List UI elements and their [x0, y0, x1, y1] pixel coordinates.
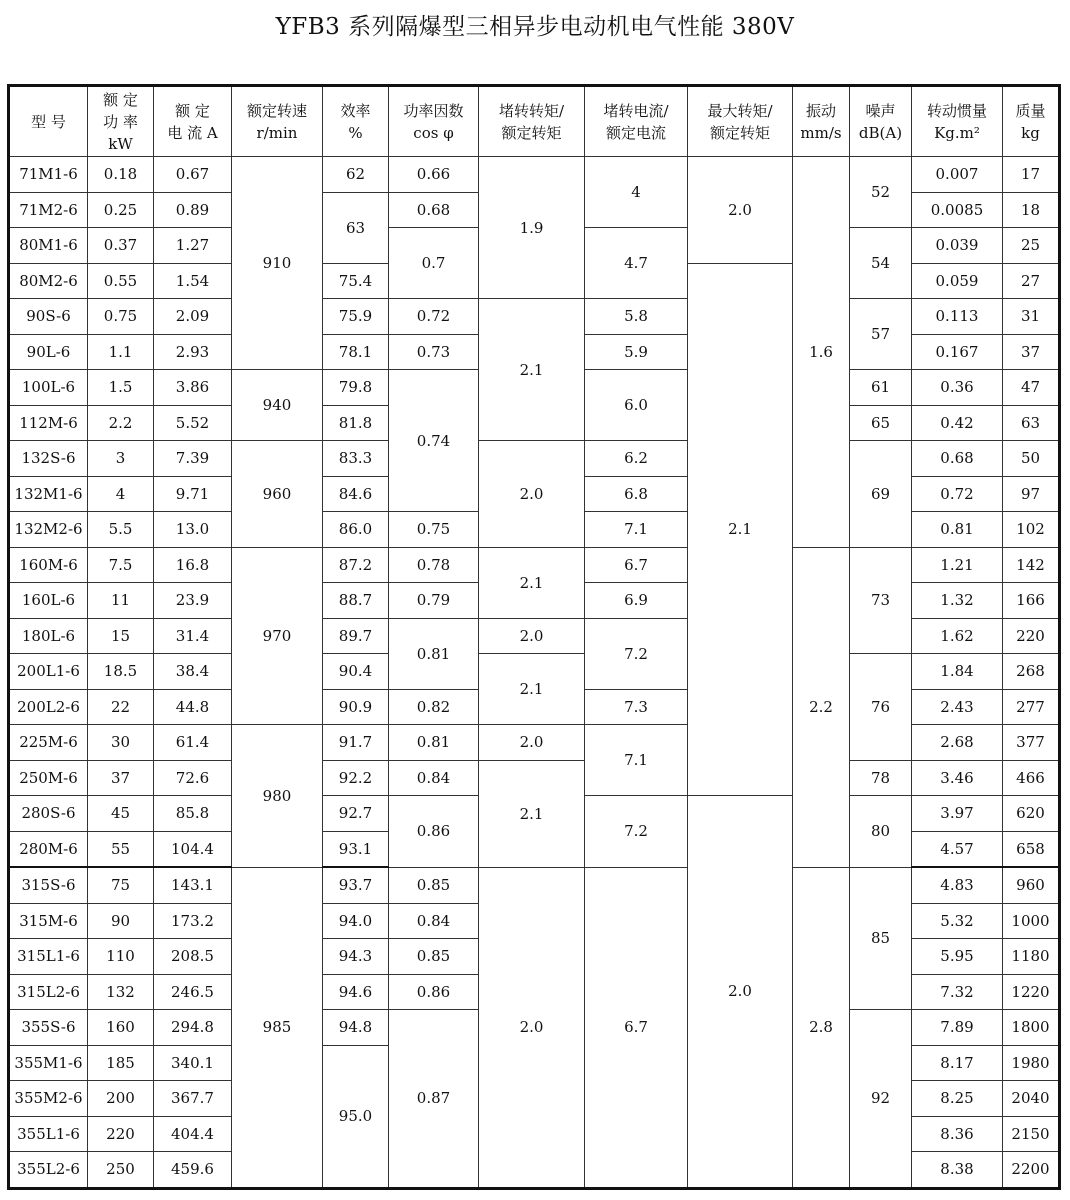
cell-model: 100L-6 — [9, 370, 88, 406]
cell-efficiency: 92.7 — [323, 796, 389, 832]
cell-max-torque-ratio: 2.0 — [688, 157, 793, 264]
cell-power-kw: 7.5 — [88, 547, 154, 583]
cell-current-a: 1.27 — [154, 228, 232, 264]
table-row — [9, 441, 1060, 477]
cell-efficiency: 94.3 — [323, 939, 389, 975]
cell-power-factor: 0.86 — [389, 974, 479, 1010]
cell-efficiency: 94.6 — [323, 974, 389, 1010]
cell-inertia: 2.43 — [912, 689, 1003, 725]
cell-inertia: 0.36 — [912, 370, 1003, 406]
cell-power-factor: 0.68 — [389, 192, 479, 228]
cell-power-kw: 15 — [88, 618, 154, 654]
cell-power-kw: 3 — [88, 441, 154, 477]
header-line: 额 定 — [175, 101, 210, 120]
cell-model: 132M1-6 — [9, 476, 88, 512]
header-line: 额定转矩 — [709, 123, 770, 142]
cell-inertia: 8.38 — [912, 1152, 1003, 1189]
cell-current-a: 85.8 — [154, 796, 232, 832]
cell-power-kw: 0.25 — [88, 192, 154, 228]
cell-current-a: 404.4 — [154, 1116, 232, 1152]
cell-current-a: 0.67 — [154, 157, 232, 193]
header-efficiency — [323, 86, 389, 157]
cell-locked-torque-ratio: 1.9 — [479, 157, 585, 299]
header-line: 堵转电流/ — [603, 101, 669, 120]
cell-noise: 61 — [850, 370, 912, 406]
cell-locked-current-ratio: 5.9 — [585, 334, 688, 370]
page-title: YFB3 系列隔爆型三相异步电动机电气性能 380V — [275, 14, 795, 40]
cell-inertia: 4.57 — [912, 831, 1003, 867]
cell-power-factor: 0.72 — [389, 299, 479, 335]
cell-locked-current-ratio: 4 — [585, 157, 688, 228]
cell-current-a: 294.8 — [154, 1010, 232, 1046]
cell-mass: 2200 — [1003, 1152, 1060, 1189]
cell-power-factor: 0.85 — [389, 867, 479, 903]
header-line: Kg.m² — [934, 123, 980, 142]
cell-power-kw: 2.2 — [88, 405, 154, 441]
header-line: 额 定 — [103, 90, 138, 109]
cell-power-factor: 0.81 — [389, 618, 479, 689]
table-row — [9, 867, 1060, 903]
header-line: % — [348, 123, 363, 142]
table-body — [9, 157, 1060, 1189]
cell-model: 71M2-6 — [9, 192, 88, 228]
header-line: 堵转转矩/ — [498, 101, 565, 120]
cell-power-factor: 0.87 — [389, 1010, 479, 1189]
header-line: 型 号 — [31, 112, 66, 131]
cell-model: 355S-6 — [9, 1010, 88, 1046]
table-row — [9, 547, 1060, 583]
header-line: kW — [108, 134, 133, 153]
cell-inertia: 5.32 — [912, 903, 1003, 939]
cell-locked-torque-ratio: 2.0 — [479, 867, 585, 1188]
cell-efficiency: 87.2 — [323, 547, 389, 583]
cell-efficiency: 62 — [323, 157, 389, 193]
cell-locked-current-ratio: 6.9 — [585, 583, 688, 619]
table-row — [9, 299, 1060, 335]
motor-performance-table — [7, 84, 1061, 1190]
header-line: 功率因数 — [403, 101, 464, 120]
header-line: cos φ — [413, 123, 454, 142]
cell-power-kw: 110 — [88, 939, 154, 975]
cell-model: 200L2-6 — [9, 689, 88, 725]
cell-locked-current-ratio: 7.1 — [585, 725, 688, 796]
cell-mass: 377 — [1003, 725, 1060, 761]
cell-efficiency: 78.1 — [323, 334, 389, 370]
header-vibration — [793, 86, 850, 157]
cell-power-factor: 0.85 — [389, 939, 479, 975]
cell-efficiency: 94.0 — [323, 903, 389, 939]
cell-power-factor: 0.66 — [389, 157, 479, 193]
header-line: 额定转速 — [246, 101, 307, 120]
cell-model: 280S-6 — [9, 796, 88, 832]
cell-noise: 80 — [850, 796, 912, 868]
header-power-kw — [88, 86, 154, 157]
table-row — [9, 157, 1060, 193]
header-line: 电 流 A — [167, 123, 218, 142]
header-row — [9, 86, 1060, 157]
cell-locked-torque-ratio: 2.1 — [479, 760, 585, 867]
cell-mass: 220 — [1003, 618, 1060, 654]
cell-efficiency: 79.8 — [323, 370, 389, 406]
cell-locked-current-ratio: 6.8 — [585, 476, 688, 512]
cell-locked-torque-ratio: 2.1 — [479, 547, 585, 618]
cell-model: 355M2-6 — [9, 1081, 88, 1117]
header-max-torque-ratio — [688, 86, 793, 157]
cell-model: 132S-6 — [9, 441, 88, 477]
cell-power-kw: 55 — [88, 831, 154, 867]
cell-power-factor: 0.75 — [389, 512, 479, 548]
cell-max-torque-ratio: 2.0 — [688, 796, 793, 1189]
cell-inertia: 1.84 — [912, 654, 1003, 690]
cell-model: 71M1-6 — [9, 157, 88, 193]
cell-vibration: 2.8 — [793, 867, 850, 1188]
cell-current-a: 2.93 — [154, 334, 232, 370]
cell-current-a: 2.09 — [154, 299, 232, 335]
cell-locked-torque-ratio: 2.0 — [479, 725, 585, 761]
cell-inertia: 1.21 — [912, 547, 1003, 583]
cell-locked-current-ratio: 7.3 — [585, 689, 688, 725]
header-line: 振动 — [805, 101, 836, 120]
cell-inertia: 4.83 — [912, 867, 1003, 903]
header-line: 效率 — [340, 101, 371, 120]
cell-speed-rpm: 985 — [232, 867, 323, 1188]
cell-efficiency: 93.1 — [323, 831, 389, 867]
cell-power-kw: 132 — [88, 974, 154, 1010]
cell-locked-torque-ratio: 2.0 — [479, 441, 585, 548]
cell-power-kw: 30 — [88, 725, 154, 761]
cell-locked-current-ratio: 6.0 — [585, 370, 688, 441]
cell-current-a: 367.7 — [154, 1081, 232, 1117]
cell-noise: 76 — [850, 654, 912, 761]
cell-model: 355L1-6 — [9, 1116, 88, 1152]
cell-mass: 960 — [1003, 867, 1060, 903]
header-locked-current-ratio — [585, 86, 688, 157]
cell-locked-torque-ratio: 2.1 — [479, 654, 585, 725]
cell-mass: 658 — [1003, 831, 1060, 867]
cell-efficiency: 88.7 — [323, 583, 389, 619]
cell-noise: 92 — [850, 1010, 912, 1189]
cell-inertia: 7.89 — [912, 1010, 1003, 1046]
cell-inertia: 8.25 — [912, 1081, 1003, 1117]
cell-inertia: 0.72 — [912, 476, 1003, 512]
cell-model: 315L1-6 — [9, 939, 88, 975]
cell-power-kw: 37 — [88, 760, 154, 796]
cell-mass: 466 — [1003, 760, 1060, 796]
cell-locked-current-ratio: 4.7 — [585, 228, 688, 299]
cell-efficiency: 75.9 — [323, 299, 389, 335]
cell-power-factor: 0.82 — [389, 689, 479, 725]
header-line: dB(A) — [858, 123, 903, 142]
cell-inertia: 7.32 — [912, 974, 1003, 1010]
cell-noise: 73 — [850, 547, 912, 654]
cell-power-factor: 0.73 — [389, 334, 479, 370]
cell-inertia: 0.0085 — [912, 192, 1003, 228]
cell-model: 315S-6 — [9, 867, 88, 903]
cell-power-factor: 0.84 — [389, 760, 479, 796]
cell-power-factor: 0.81 — [389, 725, 479, 761]
cell-efficiency: 90.9 — [323, 689, 389, 725]
cell-mass: 17 — [1003, 157, 1060, 193]
cell-current-a: 44.8 — [154, 689, 232, 725]
cell-current-a: 13.0 — [154, 512, 232, 548]
cell-current-a: 459.6 — [154, 1152, 232, 1189]
header-current-a — [154, 86, 232, 157]
cell-current-a: 31.4 — [154, 618, 232, 654]
cell-power-kw: 5.5 — [88, 512, 154, 548]
table-row — [9, 654, 1060, 690]
cell-current-a: 5.52 — [154, 405, 232, 441]
cell-efficiency: 90.4 — [323, 654, 389, 690]
cell-power-factor: 0.84 — [389, 903, 479, 939]
cell-mass: 1180 — [1003, 939, 1060, 975]
cell-mass: 1980 — [1003, 1045, 1060, 1081]
cell-speed-rpm: 960 — [232, 441, 323, 548]
cell-model: 80M1-6 — [9, 228, 88, 264]
cell-current-a: 340.1 — [154, 1045, 232, 1081]
cell-mass: 31 — [1003, 299, 1060, 335]
cell-efficiency: 91.7 — [323, 725, 389, 761]
cell-efficiency: 93.7 — [323, 867, 389, 903]
cell-mass: 1800 — [1003, 1010, 1060, 1046]
cell-locked-torque-ratio: 2.0 — [479, 618, 585, 654]
cell-current-a: 9.71 — [154, 476, 232, 512]
cell-current-a: 61.4 — [154, 725, 232, 761]
cell-current-a: 7.39 — [154, 441, 232, 477]
cell-power-kw: 200 — [88, 1081, 154, 1117]
cell-speed-rpm: 970 — [232, 547, 323, 725]
cell-power-factor: 0.74 — [389, 370, 479, 512]
cell-speed-rpm: 980 — [232, 725, 323, 868]
header-line: 噪声 — [865, 101, 896, 120]
cell-power-kw: 0.37 — [88, 228, 154, 264]
cell-power-kw: 0.55 — [88, 263, 154, 299]
cell-noise: 52 — [850, 157, 912, 228]
cell-power-kw: 0.75 — [88, 299, 154, 335]
cell-locked-current-ratio: 6.2 — [585, 441, 688, 477]
cell-inertia: 8.36 — [912, 1116, 1003, 1152]
cell-mass: 277 — [1003, 689, 1060, 725]
cell-mass: 27 — [1003, 263, 1060, 299]
cell-power-kw: 0.18 — [88, 157, 154, 193]
cell-mass: 1000 — [1003, 903, 1060, 939]
header-speed-rpm — [232, 86, 323, 157]
cell-power-kw: 45 — [88, 796, 154, 832]
cell-mass: 18 — [1003, 192, 1060, 228]
cell-mass: 47 — [1003, 370, 1060, 406]
cell-model: 90S-6 — [9, 299, 88, 335]
cell-efficiency: 63 — [323, 192, 389, 263]
cell-efficiency: 94.8 — [323, 1010, 389, 1046]
cell-current-a: 208.5 — [154, 939, 232, 975]
cell-noise: 69 — [850, 441, 912, 548]
cell-power-kw: 250 — [88, 1152, 154, 1189]
cell-speed-rpm: 910 — [232, 157, 323, 370]
cell-locked-current-ratio: 5.8 — [585, 299, 688, 335]
cell-power-kw: 90 — [88, 903, 154, 939]
cell-power-factor: 0.7 — [389, 228, 479, 299]
cell-inertia: 3.46 — [912, 760, 1003, 796]
cell-inertia: 0.42 — [912, 405, 1003, 441]
cell-mass: 1220 — [1003, 974, 1060, 1010]
header-line: r/min — [256, 123, 298, 142]
cell-power-kw: 4 — [88, 476, 154, 512]
cell-mass: 63 — [1003, 405, 1060, 441]
cell-model: 315L2-6 — [9, 974, 88, 1010]
cell-model: 112M-6 — [9, 405, 88, 441]
cell-mass: 166 — [1003, 583, 1060, 619]
cell-efficiency: 83.3 — [323, 441, 389, 477]
cell-mass: 620 — [1003, 796, 1060, 832]
cell-efficiency: 84.6 — [323, 476, 389, 512]
cell-inertia: 2.68 — [912, 725, 1003, 761]
cell-vibration: 1.6 — [793, 157, 850, 548]
cell-inertia: 5.95 — [912, 939, 1003, 975]
cell-inertia: 0.039 — [912, 228, 1003, 264]
cell-inertia: 1.32 — [912, 583, 1003, 619]
header-line: 功 率 — [103, 112, 138, 131]
cell-mass: 25 — [1003, 228, 1060, 264]
cell-mass: 2150 — [1003, 1116, 1060, 1152]
cell-mass: 268 — [1003, 654, 1060, 690]
cell-current-a: 104.4 — [154, 831, 232, 867]
cell-locked-current-ratio: 6.7 — [585, 547, 688, 583]
cell-model: 160M-6 — [9, 547, 88, 583]
header-noise — [850, 86, 912, 157]
cell-noise: 85 — [850, 867, 912, 1010]
cell-efficiency: 75.4 — [323, 263, 389, 299]
cell-locked-torque-ratio: 2.1 — [479, 299, 585, 441]
cell-inertia: 0.113 — [912, 299, 1003, 335]
header-inertia — [912, 86, 1003, 157]
cell-model: 160L-6 — [9, 583, 88, 619]
header-line: mm/s — [800, 123, 842, 142]
cell-efficiency: 95.0 — [323, 1045, 389, 1188]
cell-efficiency: 89.7 — [323, 618, 389, 654]
cell-current-a: 38.4 — [154, 654, 232, 690]
header-line: kg — [1021, 123, 1040, 142]
header-line: 转动惯量 — [926, 101, 987, 120]
cell-current-a: 16.8 — [154, 547, 232, 583]
cell-mass: 142 — [1003, 547, 1060, 583]
cell-noise: 78 — [850, 760, 912, 796]
cell-current-a: 246.5 — [154, 974, 232, 1010]
cell-current-a: 1.54 — [154, 263, 232, 299]
cell-efficiency: 86.0 — [323, 512, 389, 548]
cell-speed-rpm: 940 — [232, 370, 323, 441]
header-power-factor — [389, 86, 479, 157]
cell-model: 355M1-6 — [9, 1045, 88, 1081]
cell-model: 355L2-6 — [9, 1152, 88, 1189]
cell-power-factor: 0.79 — [389, 583, 479, 619]
cell-model: 200L1-6 — [9, 654, 88, 690]
cell-inertia: 3.97 — [912, 796, 1003, 832]
cell-efficiency: 81.8 — [323, 405, 389, 441]
header-mass — [1003, 86, 1060, 157]
cell-power-kw: 1.5 — [88, 370, 154, 406]
cell-power-kw: 160 — [88, 1010, 154, 1046]
cell-current-a: 3.86 — [154, 370, 232, 406]
header-line: 额定电流 — [605, 123, 666, 142]
table-row — [9, 760, 1060, 796]
cell-current-a: 72.6 — [154, 760, 232, 796]
cell-inertia: 0.007 — [912, 157, 1003, 193]
cell-power-kw: 185 — [88, 1045, 154, 1081]
cell-current-a: 143.1 — [154, 867, 232, 903]
header-line: 质量 — [1015, 101, 1046, 120]
cell-model: 225M-6 — [9, 725, 88, 761]
cell-mass: 50 — [1003, 441, 1060, 477]
cell-mass: 37 — [1003, 334, 1060, 370]
cell-power-factor: 0.78 — [389, 547, 479, 583]
cell-mass: 102 — [1003, 512, 1060, 548]
cell-mass: 97 — [1003, 476, 1060, 512]
cell-noise: 65 — [850, 405, 912, 441]
cell-efficiency: 92.2 — [323, 760, 389, 796]
cell-mass: 2040 — [1003, 1081, 1060, 1117]
cell-model: 132M2-6 — [9, 512, 88, 548]
cell-power-kw: 75 — [88, 867, 154, 903]
cell-inertia: 0.81 — [912, 512, 1003, 548]
cell-model: 315M-6 — [9, 903, 88, 939]
cell-inertia: 1.62 — [912, 618, 1003, 654]
cell-model: 280M-6 — [9, 831, 88, 867]
cell-power-kw: 11 — [88, 583, 154, 619]
cell-noise: 54 — [850, 228, 912, 299]
cell-locked-current-ratio: 7.2 — [585, 796, 688, 868]
cell-locked-current-ratio: 6.7 — [585, 867, 688, 1188]
cell-model: 180L-6 — [9, 618, 88, 654]
cell-power-kw: 1.1 — [88, 334, 154, 370]
cell-power-kw: 18.5 — [88, 654, 154, 690]
cell-locked-current-ratio: 7.1 — [585, 512, 688, 548]
cell-model: 90L-6 — [9, 334, 88, 370]
cell-vibration: 2.2 — [793, 547, 850, 867]
cell-model: 80M2-6 — [9, 263, 88, 299]
cell-inertia: 0.059 — [912, 263, 1003, 299]
cell-locked-current-ratio: 7.2 — [585, 618, 688, 689]
header-line: 额定转矩 — [501, 123, 562, 142]
cell-power-kw: 220 — [88, 1116, 154, 1152]
cell-power-kw: 22 — [88, 689, 154, 725]
cell-current-a: 23.9 — [154, 583, 232, 619]
cell-noise: 57 — [850, 299, 912, 370]
cell-inertia: 8.17 — [912, 1045, 1003, 1081]
header-locked-torque-ratio — [479, 86, 585, 157]
header-model — [9, 86, 88, 157]
cell-inertia: 0.68 — [912, 441, 1003, 477]
cell-inertia: 0.167 — [912, 334, 1003, 370]
cell-model: 250M-6 — [9, 760, 88, 796]
cell-max-torque-ratio: 2.1 — [688, 263, 793, 796]
header-line: 最大转矩/ — [707, 101, 773, 120]
cell-power-factor: 0.86 — [389, 796, 479, 868]
cell-current-a: 173.2 — [154, 903, 232, 939]
cell-current-a: 0.89 — [154, 192, 232, 228]
